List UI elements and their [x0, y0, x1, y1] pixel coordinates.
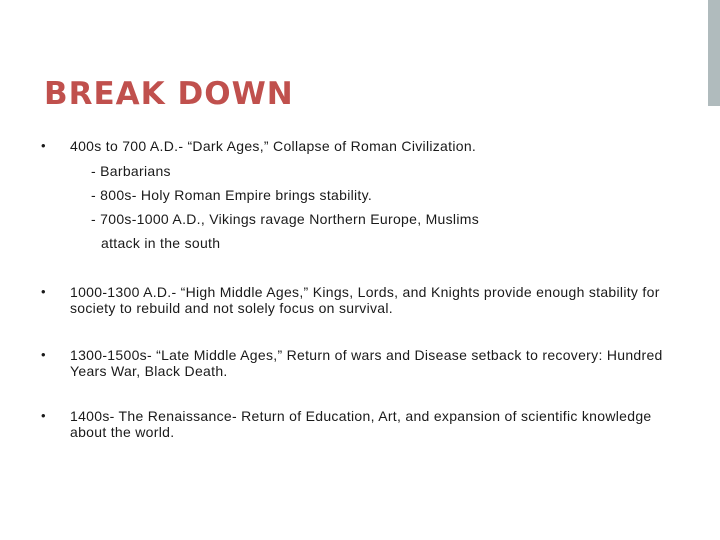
bullet-icon: •: [41, 347, 46, 362]
bullet-icon: •: [41, 408, 46, 423]
bullet-text-late-middle-ages: 1300-1500s- “Late Middle Ages,” Return of wars and Disease setback to recovery: Hundred Years War, Black Death.: [70, 347, 663, 379]
subitem-barbarians: - Barbarians: [91, 163, 171, 179]
bullet-text-renaissance: 1400s- The Renaissance- Return of Education, Art, and expansion of scientific knowledge about the world.: [70, 408, 652, 440]
bullet-text-high-middle-ages: 1000-1300 A.D.- “High Middle Ages,” Kings, Lords, and Knights provide enough stability for society to rebuild and not solely focus on survival.: [70, 284, 660, 316]
slide-title: BREAK DOWN: [44, 76, 294, 112]
subitem-vikings: - 700s-1000 A.D., Vikings ravage Northern Europe, Muslims: [91, 211, 480, 227]
bullet-icon: •: [41, 138, 46, 153]
accent-bar-lower: [708, 106, 720, 540]
subitem-holy-roman-empire: - 800s- Holy Roman Empire brings stability.: [91, 187, 373, 203]
bullet-text-dark-ages: 400s to 700 A.D.- “Dark Ages,” Collapse of Roman Civilization.: [70, 138, 477, 154]
accent-bar: [708, 0, 720, 106]
bullet-icon: •: [41, 284, 46, 299]
subitem-vikings-continued: attack in the south: [101, 235, 221, 251]
